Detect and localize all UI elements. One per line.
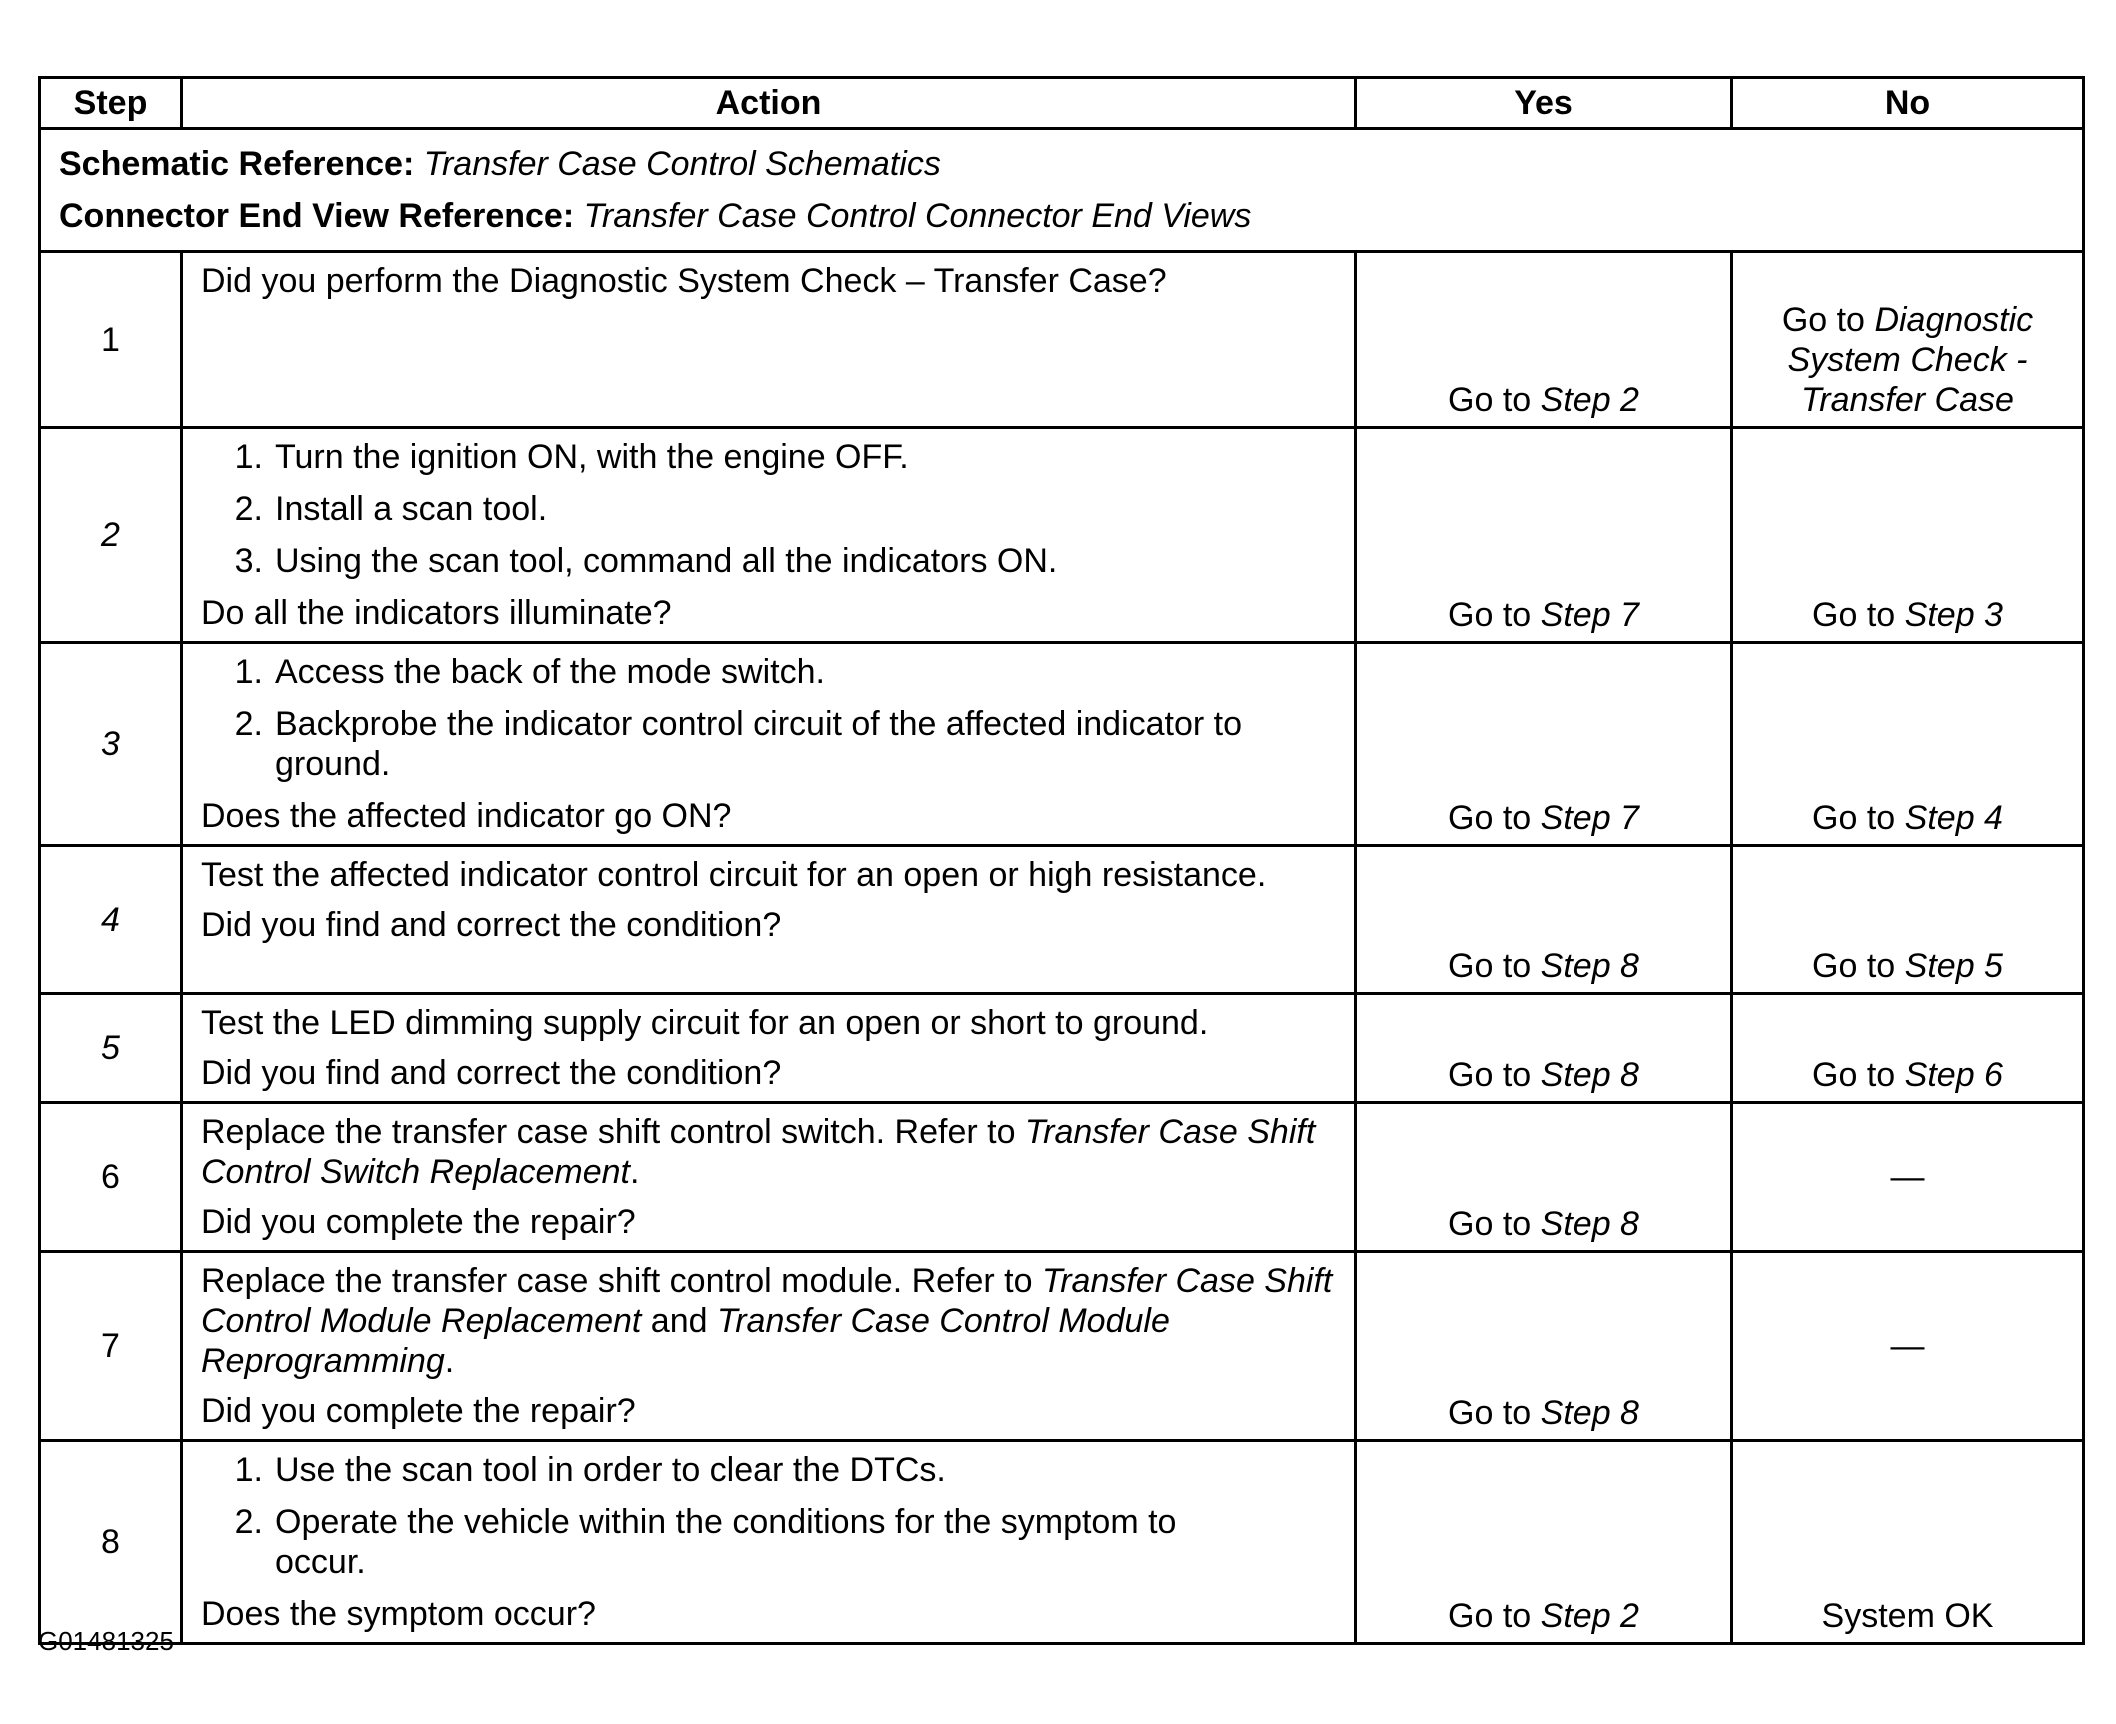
- action-text-end: .: [444, 1342, 455, 1380]
- goto-step-link[interactable]: Step 7: [1540, 596, 1639, 634]
- step-cell: [40, 994, 182, 1103]
- goto-step-link[interactable]: Step 7: [1540, 799, 1639, 837]
- no-cell: [1732, 994, 2084, 1103]
- table-row: [40, 994, 2084, 1103]
- step-cell: [40, 1441, 182, 1644]
- step-number: 4: [101, 900, 120, 939]
- list-number: 2.: [234, 1503, 263, 1541]
- goto-prefix: Go to: [1448, 1394, 1532, 1432]
- goto-prefix: Go to: [1448, 947, 1532, 985]
- list-text: Access the back of the mode switch.: [275, 653, 825, 691]
- list-text: Using the scan tool, command all the indicators ON.: [275, 542, 1058, 580]
- table-row: [40, 428, 2084, 643]
- goto-step-link[interactable]: Step 5: [1904, 947, 2003, 985]
- step-number: 1: [101, 320, 120, 359]
- action-cell: [182, 1252, 1356, 1441]
- table-row: [40, 252, 2084, 428]
- goto-step-link[interactable]: Step 6: [1904, 1056, 2003, 1094]
- reference-cell: [40, 129, 2084, 252]
- step-number: 7: [101, 1327, 120, 1365]
- action-text: [201, 1261, 1340, 1381]
- table-row: [40, 846, 2084, 994]
- goto-step-link[interactable]: Step 8: [1540, 947, 1639, 985]
- step-cell: [40, 252, 182, 428]
- list-number: 3.: [234, 542, 263, 580]
- procedure-link[interactable]: Transfer Case Shift Control Switch Replacement: [201, 1113, 1316, 1191]
- list-number: 2.: [234, 490, 263, 528]
- list-item: [201, 652, 1340, 692]
- step-cell: [40, 643, 182, 846]
- list-text: Install a scan tool.: [275, 490, 548, 528]
- goto-diagnostic-link[interactable]: Diagnostic: [1874, 301, 2034, 339]
- no-cell: [1732, 252, 2084, 428]
- action-cell: [182, 846, 1356, 994]
- no-cell: [1732, 643, 2084, 846]
- goto-prefix: Go to: [1448, 1597, 1532, 1635]
- action-question: Does the affected indicator go ON?: [201, 797, 732, 835]
- goto-prefix: Go to: [1448, 381, 1532, 419]
- yes-cell: [1356, 846, 1732, 994]
- procedure-link[interactable]: Transfer Case Shift Control Module Replacement: [201, 1262, 1333, 1340]
- goto-step-link[interactable]: Step 3: [1904, 596, 2003, 634]
- procedure-link[interactable]: Transfer Case Control Module Reprogramming: [201, 1302, 1170, 1380]
- list-text: Backprobe the indicator control circuit of the affected indicator to ground.: [275, 705, 1243, 783]
- action-text-end: .: [629, 1153, 640, 1191]
- step-number: 5: [101, 1029, 120, 1067]
- step-number: 8: [101, 1523, 120, 1561]
- list-number: 2.: [234, 705, 263, 743]
- step-cell: [40, 1252, 182, 1441]
- action-cell: [182, 1103, 1356, 1252]
- action-question: Did you perform the Diagnostic System Check – Transfer Case?: [201, 262, 1167, 300]
- action-text-plain: Replace the transfer case shift control module. Refer to: [201, 1262, 1042, 1300]
- list-number: 1.: [234, 1451, 263, 1489]
- header-no: No: [1732, 78, 2084, 129]
- action-question: Did you complete the repair?: [201, 1203, 636, 1241]
- action-cell: [182, 643, 1356, 846]
- yes-cell: [1356, 252, 1732, 428]
- list-text: Use the scan tool in order to clear the DTCs.: [275, 1451, 946, 1489]
- action-question: Does the symptom occur?: [201, 1595, 596, 1633]
- list-text: Turn the ignition ON, with the engine OFF.: [275, 438, 909, 476]
- yes-cell: [1356, 994, 1732, 1103]
- list-text: Operate the vehicle within the conditions for the symptom to occur.: [275, 1503, 1177, 1581]
- system-ok-text: System OK: [1821, 1597, 1994, 1635]
- action-text-plain: Replace the transfer case shift control switch. Refer to: [201, 1113, 1025, 1151]
- goto-step-link[interactable]: Step 2: [1540, 381, 1639, 419]
- action-question: Do all the indicators illuminate?: [201, 594, 672, 632]
- action-text: [201, 1112, 1340, 1192]
- goto-diagnostic-link-line2[interactable]: System Check -: [1787, 341, 2028, 379]
- goto-prefix: Go to: [1812, 799, 1896, 837]
- goto-prefix: Go to: [1812, 596, 1896, 634]
- goto-diagnostic-link-line3[interactable]: Transfer Case: [1801, 381, 2014, 419]
- action-text: Test the LED dimming supply circuit for an open or short to ground.: [201, 1004, 1209, 1042]
- yes-cell: [1356, 643, 1732, 846]
- no-cell: [1732, 1103, 2084, 1252]
- step-number: 2: [101, 516, 120, 554]
- goto-step-link[interactable]: Step 2: [1540, 1597, 1639, 1635]
- goto-step-link[interactable]: Step 8: [1540, 1394, 1639, 1432]
- step-number: 3: [101, 725, 120, 763]
- step-cell: [40, 1103, 182, 1252]
- yes-cell: [1356, 1252, 1732, 1441]
- no-action-dash: —: [1890, 1158, 1925, 1196]
- action-cell: [182, 252, 1356, 428]
- connector-reference: [59, 190, 2064, 242]
- action-question: Did you complete the repair?: [201, 1392, 636, 1430]
- action-question: Did you find and correct the condition?: [201, 906, 782, 944]
- goto-prefix: Go to: [1812, 1056, 1896, 1094]
- reference-row: [40, 129, 2084, 252]
- goto-prefix: Go to: [1448, 1056, 1532, 1094]
- step-number: 6: [101, 1158, 120, 1196]
- schematic-reference-link[interactable]: Transfer Case Control Schematics: [423, 145, 941, 183]
- step-cell: [40, 428, 182, 643]
- list-number: 1.: [234, 438, 263, 476]
- list-item: [201, 489, 1340, 529]
- goto-prefix: Go to: [1448, 596, 1532, 634]
- action-cell: [182, 1441, 1356, 1644]
- goto-prefix: Go to: [1448, 1205, 1532, 1243]
- diagnostic-table: [38, 76, 2085, 1645]
- table-row: [40, 1252, 2084, 1441]
- table-row: [40, 1103, 2084, 1252]
- list-item: [201, 1502, 1340, 1582]
- schematic-reference-label: Schematic Reference:: [59, 145, 415, 183]
- yes-cell: [1356, 428, 1732, 643]
- no-action-dash: —: [1890, 1327, 1925, 1365]
- action-text-mid: and: [641, 1302, 717, 1340]
- list-item: [201, 704, 1340, 784]
- connector-reference-label: Connector End View Reference:: [59, 197, 575, 235]
- no-cell: [1732, 846, 2084, 994]
- connector-reference-link[interactable]: Transfer Case Control Connector End Views: [583, 197, 1252, 235]
- list-item: [201, 541, 1340, 581]
- step-cell: [40, 846, 182, 994]
- no-cell: [1732, 428, 2084, 643]
- list-item: [201, 437, 1340, 477]
- goto-step-link[interactable]: Step 4: [1904, 799, 2003, 837]
- action-question: Did you find and correct the condition?: [201, 1054, 782, 1092]
- header-step: Step: [40, 78, 182, 129]
- goto-prefix: Go to: [1812, 947, 1896, 985]
- list-item: [201, 1450, 1340, 1490]
- schematic-reference: [59, 138, 2064, 190]
- action-cell: [182, 428, 1356, 643]
- table-row: [40, 1441, 2084, 1644]
- goto-prefix: Go to: [1781, 301, 1865, 339]
- header-yes: Yes: [1356, 78, 1732, 129]
- table-header-row: [40, 78, 2084, 129]
- yes-cell: [1356, 1103, 1732, 1252]
- table-row: [40, 643, 2084, 846]
- goto-step-link[interactable]: Step 8: [1540, 1056, 1639, 1094]
- goto-step-link[interactable]: Step 8: [1540, 1205, 1639, 1243]
- no-cell: [1732, 1441, 2084, 1644]
- list-number: 1.: [234, 653, 263, 691]
- yes-cell: [1356, 1441, 1732, 1644]
- no-cell: [1732, 1252, 2084, 1441]
- action-cell: [182, 994, 1356, 1103]
- figure-id: G01481325: [38, 1626, 174, 1656]
- action-text: Test the affected indicator control circuit for an open or high resistance.: [201, 856, 1267, 894]
- header-action: Action: [182, 78, 1356, 129]
- goto-prefix: Go to: [1448, 799, 1532, 837]
